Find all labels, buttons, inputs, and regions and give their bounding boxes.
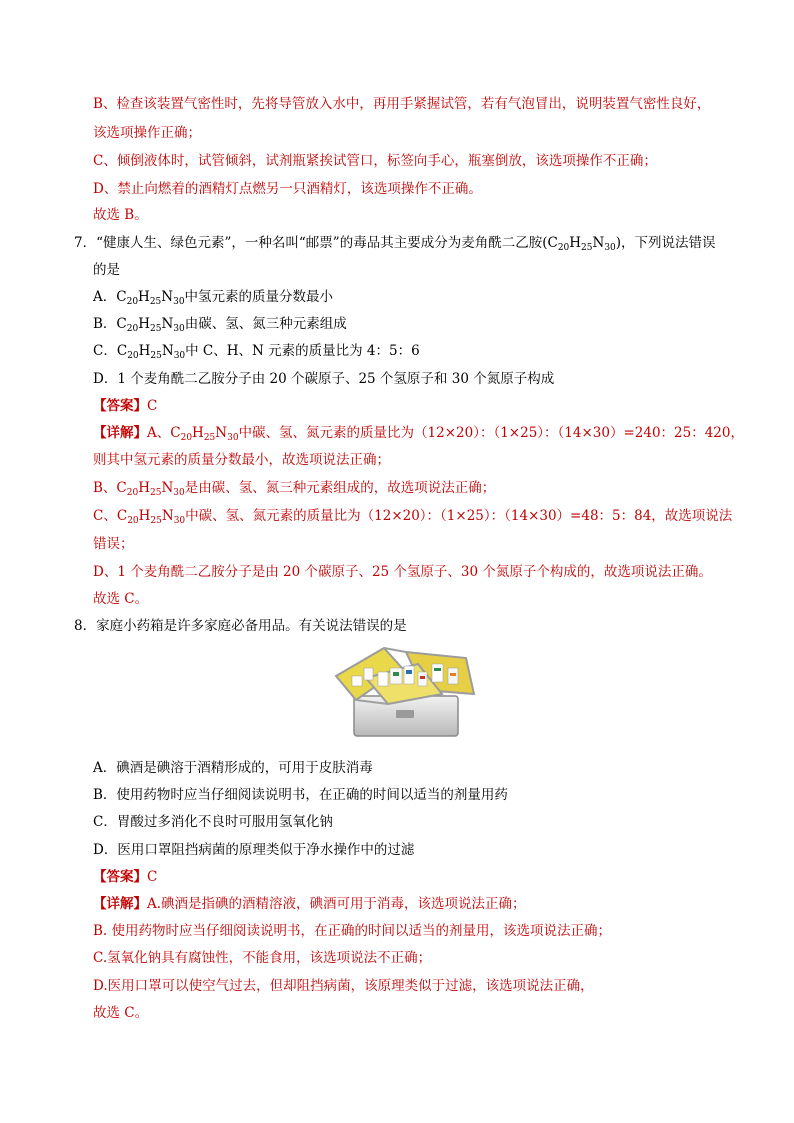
answer-label: 【答案】 [93, 869, 147, 885]
q7-stem-line2: 的是 [93, 262, 120, 278]
q8-explanation-c: C.氢氧化钠具有腐蚀性，不能食用，该选项说法不正确； [93, 950, 432, 966]
q7-option-d: D．1 个麦角酰二乙胺分子由 20 个碳原子、25 个氢原子和 30 个氮原子构成 [93, 371, 555, 387]
detail-label: 【详解】 [93, 896, 147, 912]
prev-explanation-b-line1: B、检查该装置气密性时，先将导管放入水中，再用手紧握试管，若有气泡冒出，说明装置气密性良好， [93, 96, 711, 112]
q7-conclusion: 故选 C。 [93, 591, 149, 607]
prev-explanation-b-line2: 该选项操作正确； [93, 125, 201, 141]
q8-option-c: C．胃酸过多消化不良时可服用氢氧化钠 [93, 814, 333, 830]
q7-explanation-a-line2: 则其中氢元素的质量分数最小，故选项说法正确； [93, 452, 390, 468]
prev-explanation-d: D、禁止向燃着的酒精灯点燃另一只酒精灯，该选项操作不正确。 [93, 181, 482, 197]
answer-value: C [147, 398, 158, 414]
q8-option-a: A．碘酒是碘溶于酒精形成的，可用于皮肤消毒 [93, 760, 373, 776]
q8-explanation-a: 【详解】A.碘酒是指碘的酒精溶液，碘酒可用于消毒，该选项说法正确； [93, 896, 526, 912]
q7-option-b: B．$C_{20}H_{25}N_{30}$由碳、氢、氮三种元素组成 [93, 316, 347, 334]
formula: $C_{20}H_{25}N_{30}$ [116, 480, 185, 498]
formula: $C_{20}H_{25}N_{30}$ [116, 343, 186, 361]
formula: $C_{20}H_{25}N_{30}$ [170, 425, 239, 443]
q7-explanation-d: D、1 个麦角酰二乙胺分子是由 20 个碳原子、25 个氢原子、30 个氮原子个构成的，故选项说法正确。 [93, 564, 712, 580]
q7-explanation-c: C、$C_{20}H_{25}N_{30}$中碳、氢、氮元素的质量比为（12×20）：（1×25）：（14×30）=48：5：84，故选项说法 [93, 508, 733, 526]
formula: $C_{20}H_{25}N_{30}$ [547, 235, 616, 253]
q8-stem: 8．家庭小药箱是许多家庭必备用品。有关说法错误的是 [74, 618, 407, 634]
q7-option-c: C．$C_{20}H_{25}N_{30}$中 C、H、N 元素的质量比为 4：5：6 [93, 343, 420, 361]
q8-explanation-d: D.医用口罩可以使空气过去，但却阻挡病菌，该原理类似于过滤，该选项说法正确， [93, 978, 594, 994]
q7-explanation-c-line2: 错误； [93, 536, 134, 552]
q8-option-d: D．医用口罩阻挡病菌的原理类似于净水操作中的过滤 [93, 842, 415, 858]
q8-answer [93, 868, 157, 886]
q7-explanation-b: B、$C_{20}H_{25}N_{30}$是由碳、氢、氮三种元素组成的，故选项说法正确； [93, 480, 496, 498]
formula: $C_{20}H_{25}N_{30}$ [116, 508, 186, 526]
formula: $C_{20}H_{25}N_{30}$ [116, 289, 185, 307]
answer-value: C [147, 869, 158, 885]
q8-option-b: B．使用药物时应当仔细阅读说明书，在正确的时间以适当的剂量用药 [93, 787, 508, 803]
prev-explanation-c: C、倾倒液体时，试管倾斜，试剂瓶紧挨试管口，标签向手心，瓶塞倒放，该选项操作不正确； [93, 153, 657, 169]
q7-stem-line1: 7．“健康人生、绿色元素”，一种名叫“邮票”的毒品其主要成分为麦角酰二乙胺$(C_{20}H_{25}N_{30})$，下列说法错误 [74, 235, 716, 253]
q8-explanation-b: B. 使用药物时应当仔细阅读说明书，在正确的时间以适当的剂量用，该选项说法正确； [93, 923, 612, 939]
prev-conclusion: 故选 B。 [93, 207, 148, 223]
q7-explanation-a: 【详解】A、$C_{20}H_{25}N_{30}$中碳、氢、氮元素的质量比为（12×20）：（1×25）：（14×30）=240：25：420， [93, 425, 744, 443]
detail-label: 【详解】 [93, 425, 147, 441]
q7-answer [93, 397, 157, 415]
medicine-box-image [332, 638, 478, 742]
q7-option-a: A．$C_{20}H_{25}N_{30}$中氢元素的质量分数最小 [93, 289, 334, 307]
answer-label: 【答案】 [93, 398, 147, 414]
formula: $C_{20}H_{25}N_{30}$ [116, 316, 185, 334]
q8-conclusion: 故选 C。 [93, 1005, 149, 1021]
